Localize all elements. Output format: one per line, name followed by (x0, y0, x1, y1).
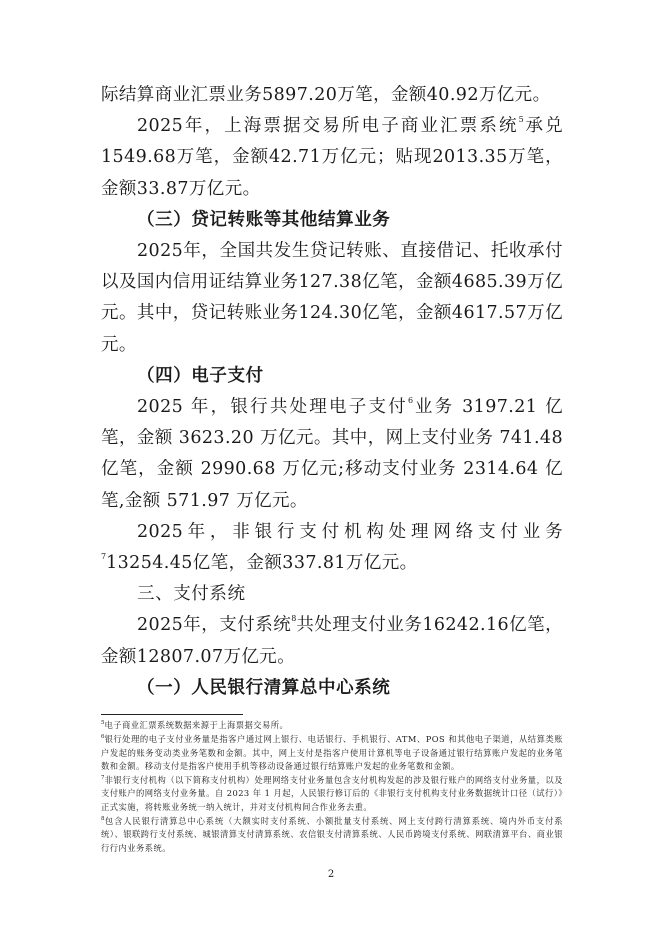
footnote-number: 7 (101, 775, 105, 782)
section-heading-4: （四）电子支付 (137, 365, 264, 386)
footnote-ref-5[interactable]: 5 (518, 115, 524, 125)
footnote-5 (101, 719, 563, 732)
paragraph-3-part-b: 业务 3197.21 亿笔，金额 3623.20 万亿元。其中，网上支付业务 741.48 亿笔，金额 2990.68 万亿元;移动支付业务 2314.64 亿笔,金额 571.97 万亿元。 (101, 397, 564, 511)
footnote-6 (101, 733, 563, 773)
footnote-text: 包含人民银行清算总中心系统（大额实时支付系统、小额批量支付系统、网上支付跨行清算系统、境内外币支付系统）、银联跨行支付系统、城银清算支付清算系统、农信银支付清算系统、人民币跨境支付系统、网联清算平台、商业银行行内业务系统。 (101, 816, 563, 853)
paragraph-4 (101, 517, 563, 579)
paragraph-2: 2025年，全国共发生贷记转账、直接借记、托收承付以及国内信用证结算业务127.38亿笔，金额4685.39万亿元。其中，贷记转账业务124.30亿笔，金额4617.57万亿元。 (101, 241, 563, 355)
page-number: 2 (327, 869, 335, 880)
section-heading-3: （三）贷记转账等其他结算业务 (137, 209, 391, 230)
paragraph-4-part-b: 13254.45亿笔，金额337.81万亿元。 (106, 553, 418, 574)
paragraph-1-part-b: 承兑1549.68万笔，金额42.71万亿元；贴现2013.35万笔，金额33.87万亿元。 (101, 116, 563, 199)
section-heading-pbc-clearing: （一）人民银行清算总中心系统 (137, 677, 391, 698)
chapter-heading-payment-systems: 三、支付系统 (137, 584, 246, 605)
paragraph-1-part-a: 2025年，上海票据交易所电子商业汇票系统 (137, 116, 519, 137)
paragraph-4-part-a: 2025年，非银行支付机构处理网络支付业务 (137, 521, 563, 542)
footnotes (101, 719, 563, 856)
footnote-ref-6[interactable]: 6 (407, 396, 414, 406)
footnote-text: 银行处理的电子支付业务量是指客户通过网上银行、电话银行、手机银行、ATM、POS 和其他电子渠道，从结算类账户发起的账务变动类业务笔数和金额。其中，网上支付是指客户使用计算机等电子设备通过银行结算账户发起的业务笔数和金额。移动支付是指客户使用手机等移动设备通过银行结算账户发起的业务笔数和金额。 (101, 734, 563, 771)
paragraph-5-part-a: 2025年，支付系统 (137, 615, 292, 636)
footnote-number: 8 (101, 816, 105, 823)
paragraph-3-part-a: 2025 年，银行共处理电子支付 (137, 397, 408, 418)
paragraph-5-part-b: 共处理支付业务16242.16亿笔，金额12807.07万亿元。 (101, 615, 563, 667)
footnote-text: 非银行支付机构（以下简称支付机构）处理网络支付业务量包含支付机构发起的涉及银行账户的网络支付业务量，以及支付账户的网络支付业务量。自 2023 年 1 月起，人民银行修订后的《非银行支付机构支付业务数据统计口径（试行）》正式实施，将转账业务统一纳入统计，并对支付机构间合作业务去重。 (101, 775, 563, 812)
body-text (101, 80, 563, 704)
footnote-number: 5 (101, 720, 105, 726)
footnote-text: 电子商业汇票系统数据来源于上海票据交易所。 (104, 720, 289, 730)
footnote-number: 6 (101, 734, 105, 741)
footnote-8 (101, 815, 563, 855)
footnote-7 (101, 774, 563, 814)
footnote-ref-7[interactable]: 7 (101, 552, 107, 562)
footnote-ref-8[interactable]: 8 (291, 614, 297, 624)
paragraph-1 (101, 111, 563, 205)
paragraph-5 (101, 610, 563, 672)
paragraph-3 (101, 392, 563, 517)
paragraph-0: 际结算商业汇票业务5897.20万笔，金额40.92万亿元。 (101, 85, 551, 105)
footnote-divider (101, 714, 243, 715)
